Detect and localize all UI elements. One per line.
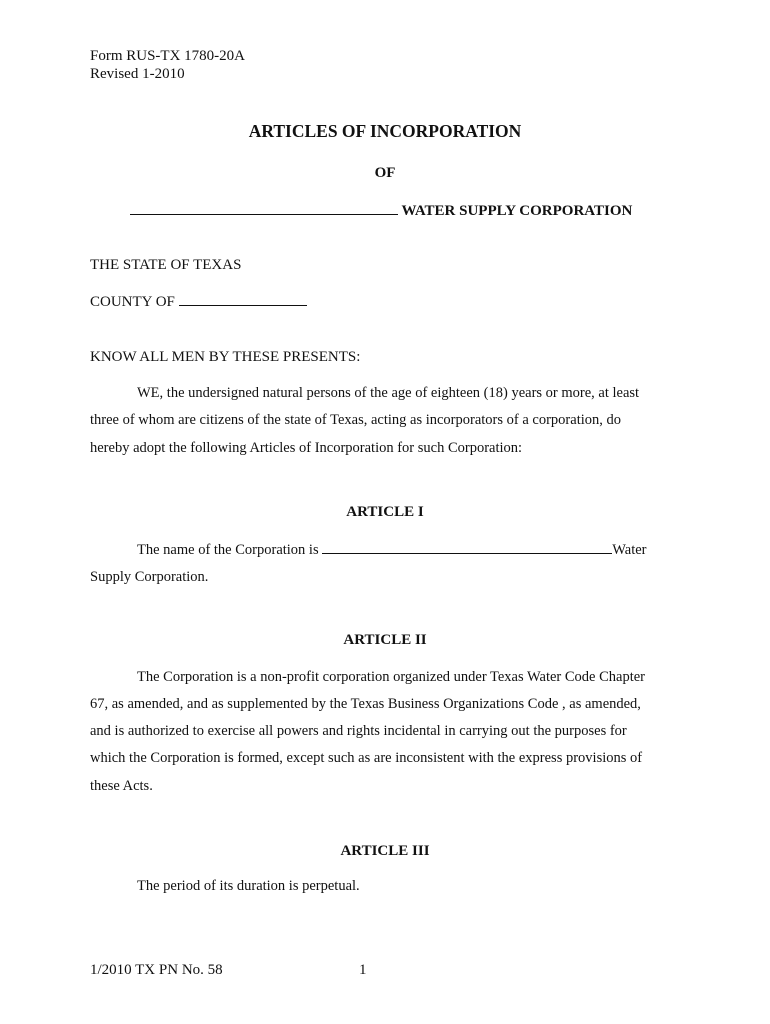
article-2-line: and is authorized to exercise all powers and rights incidental in carrying out the purposes for <box>90 723 627 739</box>
preamble-line: three of whom are citizens of the state of Texas, acting as incorporators of a corporation, do <box>90 412 621 428</box>
article-2-line: 67, as amended, and as supplemented by the Texas Business Organizations Code , as amended, <box>90 696 641 712</box>
revised-date: Revised 1-2010 <box>90 66 185 82</box>
article-1-line-2: Supply Corporation. <box>90 569 209 585</box>
preamble-heading: KNOW ALL MEN BY THESE PRESENTS: <box>90 349 361 365</box>
county-caption <box>90 291 307 311</box>
footer-left: 1/2010 TX PN No. 58 <box>90 962 223 978</box>
article-2-line: The Corporation is a non-profit corporation organized under Texas Water Code Chapter <box>137 669 645 685</box>
preamble-line: WE, the undersigned natural persons of the age of eighteen (18) years or more, at least <box>137 385 640 401</box>
title-name-suffix: WATER SUPPLY CORPORATION <box>401 203 633 219</box>
county-blank[interactable] <box>179 291 307 306</box>
article-3-heading: ARTICLE III <box>340 843 430 859</box>
article-1-suffix: Water <box>612 542 647 558</box>
article-1-prefix: The name of the Corporation is <box>137 542 319 558</box>
state-caption: THE STATE OF TEXAS <box>90 257 242 273</box>
corporation-name-blank[interactable] <box>130 200 398 215</box>
document-title: ARTICLES OF INCORPORATION <box>248 121 522 141</box>
article-1-heading: ARTICLE I <box>346 504 424 520</box>
form-number: Form RUS-TX 1780-20A <box>90 48 246 64</box>
article-2-heading: ARTICLE II <box>343 632 427 648</box>
article-3-text: The period of its duration is perpetual. <box>137 878 360 894</box>
article-2-line: these Acts. <box>90 778 153 794</box>
article-1-name-blank[interactable] <box>322 539 612 554</box>
county-label: COUNTY OF <box>90 294 175 310</box>
article-2-line: which the Corporation is formed, except such as are inconsistent with the express provisions of <box>90 750 643 766</box>
title-of: OF <box>374 165 396 181</box>
preamble-line: hereby adopt the following Articles of Incorporation for such Corporation: <box>90 440 523 456</box>
article-1-line <box>137 539 647 559</box>
corporation-name-line <box>130 200 632 220</box>
page-number: 1 <box>359 962 367 978</box>
